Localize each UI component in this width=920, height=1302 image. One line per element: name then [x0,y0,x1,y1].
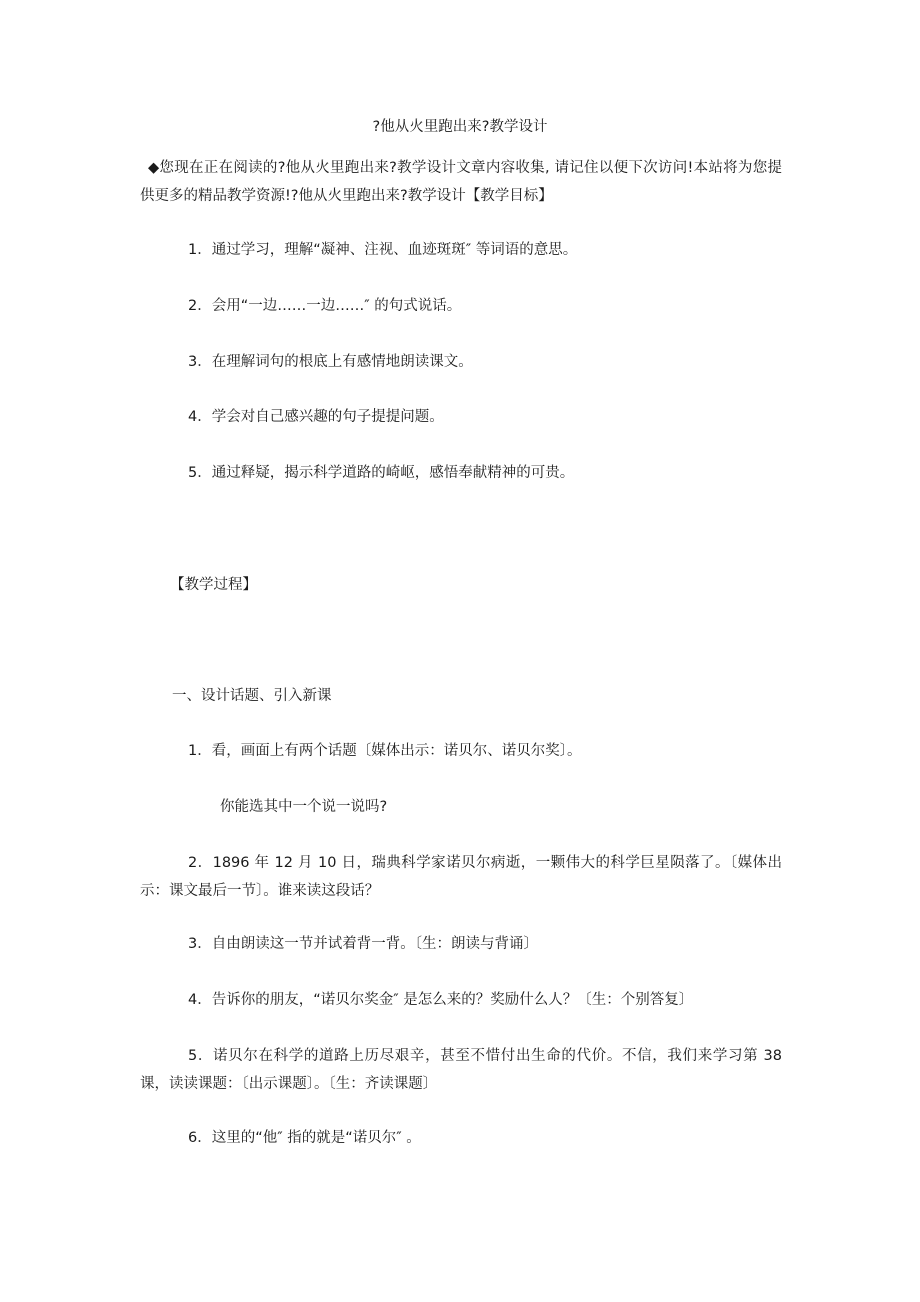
objective-item-5: 5．通过释疑，揭示科学道路的崎岖，感悟奉献精神的可贵。 [188,465,575,481]
process-heading: 【教学过程】 [170,577,257,593]
step-5: 5．诺贝尔在科学的道路上历尽艰辛，甚至不惜付出生命的代价。不信，我们来学习第 38 课，读读课题：〔出示课题〕。〔生：齐读课题〕 [140,1048,782,1092]
objective-item-1: 1．通过学习，理解“凝神、注视、血迹斑斑″ 等词语的意思。 [188,242,578,258]
step-6: 6．这里的“他″ 指的就是“诺贝尔″ 。 [188,1130,421,1146]
step-1: 1．看，画面上有两个话题〔媒体出示：诺贝尔、诺贝尔奖〕。 [188,743,582,759]
objective-item-2: 2．会用“一边……一边……″ 的句式说话。 [188,298,462,314]
step-1-question: 你能选其中一个说一说吗? [220,799,388,815]
objective-item-3: 3．在理解词句的根底上有感情地朗读课文。 [188,354,473,370]
intro-paragraph: ◆您现在正在阅读的?他从火里跑出来?教学设计文章内容收集, 请记住以便下次访问!本站将为您提供更多的精品教学资源!?他从火里跑出来?教学设计【教学目标】 [140,160,782,204]
section-heading: 一、设计话题、引入新课 [172,688,332,704]
step-3: 3．自由朗读这一节并试着背一背。〔生：朗读与背诵〕 [188,936,538,952]
step-4: 4．告诉你的朋友，“诺贝尔奖金″ 是怎么来的？奖励什么人？〔生：个别答复〕 [188,992,694,1008]
objective-item-4: 4．学会对自己感兴趣的句子提提问题。 [188,409,444,425]
step-2: 2．1896 年 12 月 10 日，瑞典科学家诺贝尔病逝，一颗伟大的科学巨星陨落了。〔媒体出示：课文最后一节〕。谁来读这段话？ [140,855,782,899]
document-title: ?他从火里跑出来?教学设计 [372,119,548,135]
